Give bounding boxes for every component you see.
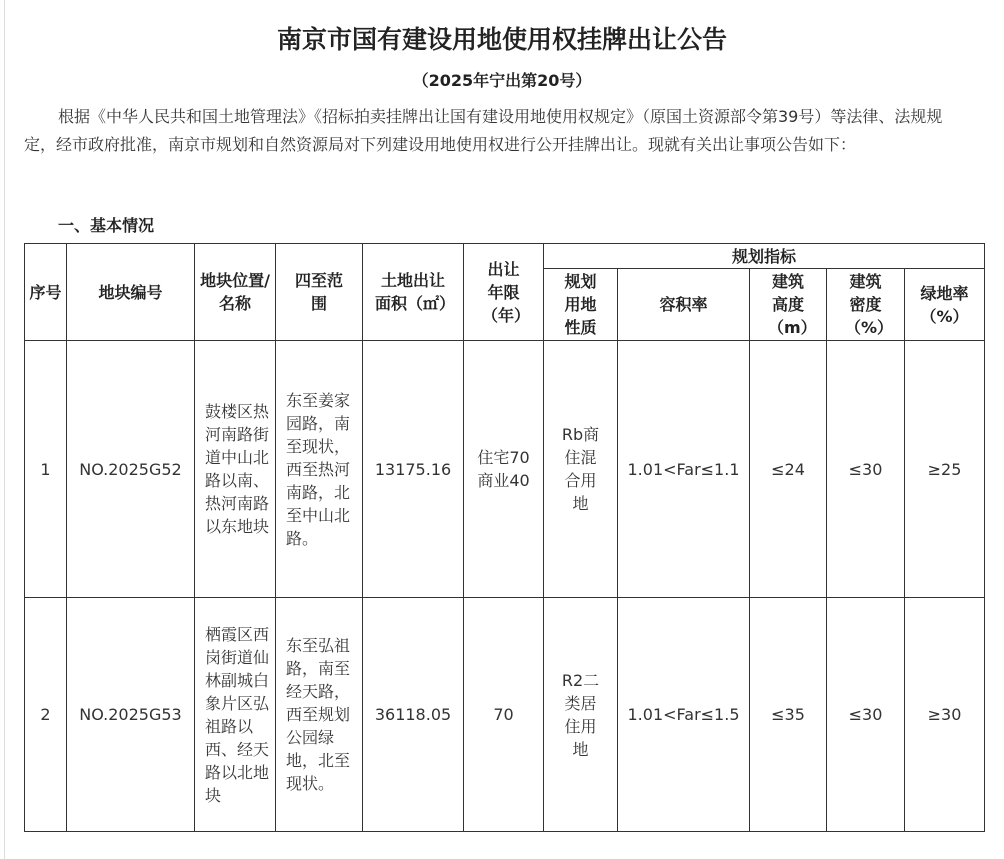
table-header-row	[25, 244, 985, 269]
left-border-line	[4, 0, 5, 859]
cell-height: ≤35	[750, 598, 827, 832]
header-location: 地块位置/名称	[195, 244, 276, 341]
cell-boundaries: 东至姜家园路，南至现状，西至热河南路，北至中山北路。	[276, 341, 363, 598]
cell-land-use: R2二类居住用地	[544, 598, 618, 832]
cell-area: 13175.16	[363, 341, 464, 598]
cell-location: 鼓楼区热河南路街道中山北路以南、热河南路以东地块	[195, 341, 276, 598]
header-height: 建筑高度（m）	[750, 269, 827, 341]
cell-density: ≤30	[827, 598, 905, 832]
header-seq: 序号	[25, 244, 67, 341]
cell-green: ≥30	[905, 598, 985, 832]
header-boundaries: 四至范围	[276, 244, 363, 341]
cell-land-use: Rb商住混合用地	[544, 341, 618, 598]
intro-paragraph: 根据《中华人民共和国土地管理法》《招标拍卖挂牌出让国有建设用地使用权规定》（原国土资源部令第39号）等法律、法规规定，经市政府批准，南京市规划和自然资源局对下列建设用地使用权进行公开挂牌出让。现就有关出让事项公告如下：	[24, 107, 943, 154]
header-density: 建筑密度（%）	[827, 269, 905, 341]
header-term: 出让年限（年）	[464, 244, 544, 341]
cell-seq: 1	[25, 341, 67, 598]
cell-seq: 2	[25, 598, 67, 832]
section-title-basic-info: 一、基本情况	[58, 216, 155, 235]
header-area: 土地出让面积（㎡）	[363, 244, 464, 341]
cell-term: 70	[464, 598, 544, 832]
announcement-number: （2025年宁出第20号）	[412, 71, 592, 90]
table-row	[25, 341, 985, 598]
header-land-use: 规划用地性质	[544, 269, 618, 341]
header-green: 绿地率（%）	[905, 269, 985, 341]
header-planning-indicators: 规划指标	[544, 244, 985, 269]
cell-density: ≤30	[827, 341, 905, 598]
cell-boundaries: 东至弘祖路，南至经天路，西至规划公园绿地，北至现状。	[276, 598, 363, 832]
header-far: 容积率	[618, 269, 750, 341]
cell-far: 1.01<Far≤1.1	[618, 341, 750, 598]
cell-area: 36118.05	[363, 598, 464, 832]
table-row	[25, 598, 985, 832]
land-info-table	[24, 243, 985, 832]
cell-height: ≤24	[750, 341, 827, 598]
cell-parcel-no: NO.2025G53	[67, 598, 195, 832]
cell-location: 栖霞区西岗街道仙林副城白象片区弘祖路以西、经天路以北地块	[195, 598, 276, 832]
cell-far: 1.01<Far≤1.5	[618, 598, 750, 832]
page-title: 南京市国有建设用地使用权挂牌出让公告	[276, 25, 727, 54]
header-parcel-no: 地块编号	[67, 244, 195, 341]
cell-term: 住宅70商业40	[464, 341, 544, 598]
cell-parcel-no: NO.2025G52	[67, 341, 195, 598]
cell-green: ≥25	[905, 341, 985, 598]
